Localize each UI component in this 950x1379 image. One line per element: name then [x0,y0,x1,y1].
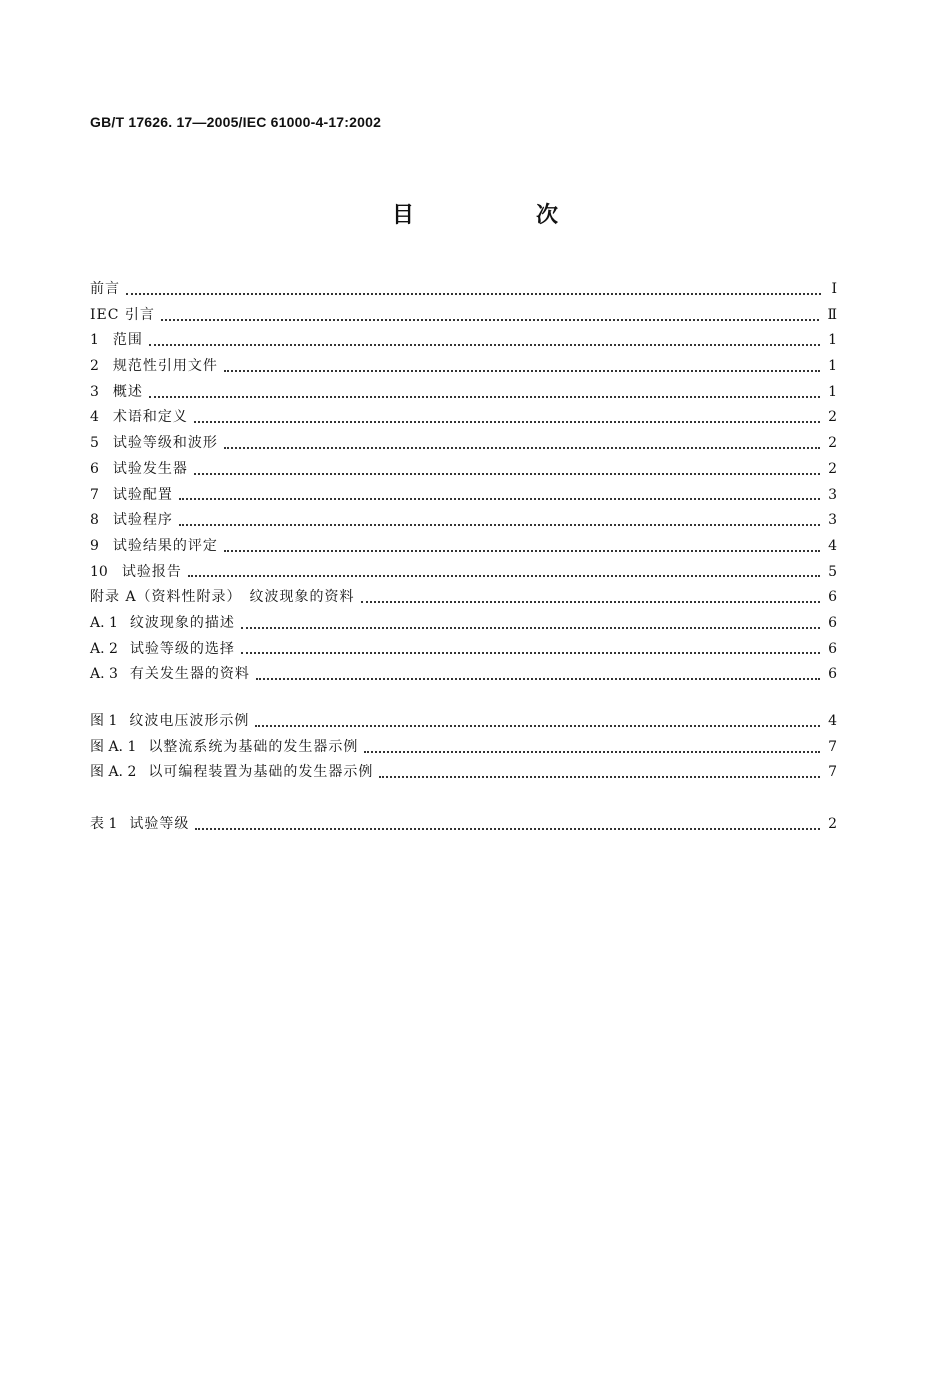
toc-entry-number: 10 [90,563,108,580]
toc-entry-page-number: 6 [828,589,837,606]
dot-leader [126,293,821,295]
toc-entry-label [90,303,161,329]
toc-entry-page-number: 7 [828,738,837,755]
toc-entry-label [90,431,224,457]
toc-entry-page-number: I [831,281,837,297]
toc-entry-title: 试验结果的评定 [112,537,218,554]
dot-leader [361,601,821,603]
toc-entry-title: 试验等级 [129,816,190,832]
toc-entry-label [90,277,126,303]
toc-entry-title: 试验发生器 [112,460,188,477]
toc-entry-label [90,709,255,735]
toc-entry-title: 术语和定义 [112,409,188,426]
toc-entry-page-number: 4 [828,713,837,729]
toc-entry-title: 以整流系统为基础的发生器示例 [148,738,359,755]
toc-entry-page-number: 3 [828,512,837,529]
toc-entry-label [90,760,379,786]
dot-leader [224,550,820,552]
toc-entry-title: 有关发生器的资料 [129,666,250,683]
toc-entry-label [90,328,149,354]
toc-entry-number: 8 [90,512,99,529]
page-title: 目 次 [391,203,608,228]
toc-entry-number: A. 1 [90,614,118,631]
dot-leader [179,524,820,526]
toc-entry-number: 2 [90,358,99,375]
toc-entry-page-number: 3 [828,486,837,503]
toc-entry-page-number: 1 [828,358,837,375]
toc-entry[interactable] [90,735,837,761]
toc-entry-label [90,405,194,431]
dot-leader [149,344,820,346]
toc-entry[interactable] [90,560,837,586]
dot-leader [195,828,820,830]
toc-entry[interactable] [90,303,837,329]
dot-leader [256,678,820,680]
dot-leader [149,396,820,398]
toc-entry[interactable] [90,457,837,483]
toc-entry[interactable] [90,662,837,688]
toc-entry[interactable] [90,585,837,611]
toc-entry[interactable] [90,328,837,354]
toc-entry-title: IEC 引言 [90,306,155,323]
toc-entry-title: 范围 [112,332,143,349]
toc-entry-page-number: 2 [828,409,837,426]
toc-entry-title: 以可编程装置为基础的发生器示例 [148,764,374,781]
toc-entry[interactable] [90,405,837,431]
toc-entry-number: 图 A. 2 [90,764,137,781]
toc-entry-number: A. 3 [90,666,118,683]
dot-leader [364,751,820,753]
toc-entry-number: A. 2 [90,640,118,657]
toc-entry-number: 9 [90,537,99,554]
toc-entry-page-number: 6 [828,666,837,683]
toc-entry-title: 附录 A（资料性附录） 纹波现象的资料 [90,589,355,606]
toc-entry-title: 前言 [90,281,120,297]
toc-entry-number: 1 [90,332,99,349]
toc-entry[interactable] [90,431,837,457]
dot-leader [188,575,820,577]
toc-entry[interactable] [90,709,837,735]
toc-entry-page-number: 2 [828,435,837,452]
toc-entry[interactable] [90,483,837,509]
dot-leader [161,319,820,321]
dot-leader [194,473,820,475]
toc-entry-title: 规范性引用文件 [112,358,218,375]
toc-entry-page-number: 2 [828,460,837,477]
toc-entry-page-number: 1 [828,332,837,349]
toc-entry-page-number: 6 [828,640,837,657]
toc-entry[interactable] [90,760,837,786]
toc-entry-title: 试验等级的选择 [129,640,235,657]
dot-leader [194,421,820,423]
toc-tables-list [90,812,837,838]
toc-entry-title: 纹波现象的描述 [129,614,235,631]
toc-entry-number: 6 [90,460,99,477]
toc-entry-title: 试验等级和波形 [112,435,218,452]
toc-entry[interactable] [90,637,837,663]
toc-entry[interactable] [90,812,837,838]
toc-entry-number: 表 1 [90,816,118,832]
toc-entry[interactable] [90,380,837,406]
toc-entry-number: 4 [90,409,99,426]
toc-entry-label [90,560,188,586]
dot-leader [224,370,820,372]
toc-entry[interactable] [90,354,837,380]
toc-entry-label [90,354,224,380]
dot-leader [379,776,820,778]
toc-entry-page-number: 7 [828,764,837,781]
toc-entry-label [90,457,194,483]
toc-entry-number: 5 [90,435,99,452]
toc-entry-label [90,585,361,611]
toc-entry-title: 试验配置 [112,486,173,503]
toc-entry-page-number: 5 [828,563,837,580]
toc-entry-label [90,662,256,688]
toc-entry-label [90,637,241,663]
toc-figures-list [90,709,837,786]
toc-entry-page-number: 6 [828,614,837,631]
toc-entry-label [90,812,195,838]
toc-entry[interactable] [90,611,837,637]
dot-leader [241,627,820,629]
toc-entry-page-number: 1 [828,383,837,400]
toc-entry-title: 试验报告 [121,563,182,580]
toc-entry-number: 图 A. 1 [90,738,137,755]
dot-leader [255,725,820,727]
toc-entry[interactable] [90,277,837,303]
toc-entry-label [90,534,224,560]
toc-entry-number: 7 [90,486,99,503]
toc-entry[interactable] [90,534,837,560]
toc-entry-page-number: Ⅱ [827,306,837,323]
toc-entry-title: 纹波电压波形示例 [129,713,250,729]
toc-main-list [90,277,837,688]
toc-entry-label [90,483,179,509]
toc-entry-label [90,380,149,406]
toc-entry-title: 概述 [112,383,143,400]
dot-leader [179,498,820,500]
toc-entry-label [90,735,364,761]
toc-entry-number: 图 1 [90,713,118,729]
toc-entry-page-number: 2 [828,816,837,832]
toc-entry-label [90,508,179,534]
toc-entry[interactable] [90,508,837,534]
toc-entry-number: 3 [90,383,99,400]
toc-entry-title: 试验程序 [112,512,173,529]
toc-entry-label [90,611,241,637]
toc-entry-page-number: 4 [828,537,837,554]
standard-code-header: GB/T 17626. 17—2005/IEC 61000-4-17:2002 [90,114,382,130]
dot-leader [241,652,820,654]
dot-leader [224,447,820,449]
